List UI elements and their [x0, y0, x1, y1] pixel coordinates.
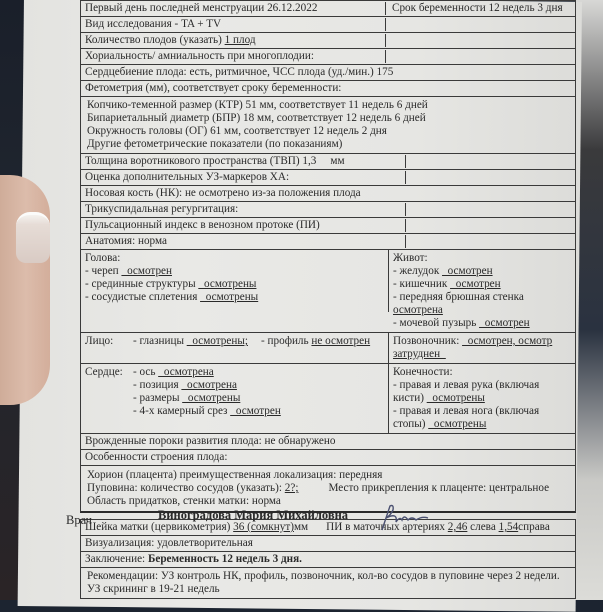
- fetus-count-value: 1 плод: [224, 34, 256, 46]
- nasal-bone-text: Носовая кость (НК): не осмотрено из-за положения плода: [85, 187, 361, 199]
- abdomen-item: - кишечник _осмотрен: [393, 278, 501, 290]
- conclusion-value: Беременность 12 недель 3 дня.: [147, 553, 302, 565]
- fingernail: [16, 212, 50, 263]
- hc-line: Окружность головы (ОГ) 61 мм, соответствует 12 недель 2 дня: [87, 125, 387, 137]
- heartbeat-label: Сердцебиение плода: есть, ритмичное, ЧСС плода (уд./мин.): [85, 66, 374, 78]
- right-label: справа: [518, 521, 550, 533]
- heartbeat-value: 175: [376, 66, 394, 78]
- cord-label: Пуповина: количество сосудов (указать):: [87, 482, 285, 494]
- heart-limbs-row: [80, 364, 576, 434]
- cervix-value: 36 (сомкнут): [233, 521, 294, 533]
- legs-label: стопы): [393, 418, 429, 430]
- orbits-label: - глазницы: [133, 335, 187, 347]
- cord-value: 2?;: [284, 482, 299, 494]
- malformations-row: [80, 434, 576, 450]
- tricuspid-row: [80, 202, 576, 218]
- fetus-count-label: Количество плодов (указать): [85, 34, 222, 46]
- uterine-pi-left: 2,46: [447, 521, 468, 533]
- malformations-text: Врожденные пороки развития плода: не обнаружено: [85, 435, 336, 447]
- nt-unit: мм: [330, 155, 345, 167]
- cord-insertion: Место прикрепления к плаценте: центральное: [328, 482, 550, 494]
- left-label: слева: [467, 521, 499, 533]
- abdomen-title: Живот:: [393, 252, 428, 264]
- visualization-row: [80, 536, 576, 552]
- arms-line: - правая и левая рука (включая: [393, 379, 540, 391]
- arms-value: _осмотрены: [426, 392, 485, 404]
- ductus-pi-row: [80, 218, 576, 234]
- arms-label: кисти): [393, 392, 427, 404]
- other-fetometry-line: Другие фетометрические показатели (по показаниям): [87, 138, 343, 150]
- nt-label: Толщина воротникового пространства (ТВП): [85, 155, 300, 167]
- cervix-label: Шейка матки (цервикометрия): [85, 521, 234, 533]
- heart-item: - позиция _осмотрена: [133, 379, 237, 391]
- features-row: [80, 450, 576, 466]
- signature-row: [66, 508, 566, 538]
- chorionicity-label: Хориальность/ амниальность при многоплодии:: [85, 50, 314, 62]
- markers-header: Оценка дополнительных УЗ-маркеров ХА:: [85, 171, 290, 183]
- hand-finger: [0, 175, 50, 405]
- face-spine-row: [80, 333, 576, 364]
- ga-value: 12 недель 3 дня: [488, 2, 563, 14]
- recommendations-row: [80, 568, 576, 599]
- chorion-text: Хорион (плацента) преимущественная локализация: передняя: [87, 469, 383, 481]
- orbits-value: _осмотрены;: [186, 335, 248, 347]
- exam-type-value: TA + TV: [181, 18, 222, 30]
- bpd-line: Бипариетальный диаметр (БПР) 18 мм, соответствует 12 недель 6 дней: [87, 112, 426, 124]
- profile-value: не осмотрен: [311, 335, 371, 347]
- anatomy-row: [80, 234, 576, 250]
- spine-value: _осмотрен, осмотр: [462, 335, 553, 347]
- visualization-text: Визуализация: удовлетворительная: [85, 537, 253, 549]
- ductus-pi-text: Пульсационный индекс в венозном протоке (ПИ): [85, 219, 320, 231]
- heart-item: - ось _осмотрена: [133, 366, 214, 378]
- nt-value: 1,3: [302, 155, 317, 167]
- heart-item: - 4-х камерный срез _осмотрен: [133, 405, 281, 417]
- legs-value: _осмотрены: [428, 418, 487, 430]
- signature-icon: [378, 502, 438, 532]
- chorionicity-row: [80, 49, 576, 65]
- spine-label: Позвоночник:: [393, 335, 463, 347]
- crl-line: Копчико-теменной размер (КТР) 51 мм, соответствует 11 недель 6 дней: [87, 99, 428, 111]
- uterine-pi-right: 1,54: [498, 521, 519, 533]
- conclusion-row: [80, 552, 576, 568]
- abdomen-item: - передняя брюшная стенка: [393, 291, 524, 303]
- nasal-bone-row: [80, 186, 576, 202]
- exam-type-label: Вид исследования -: [85, 18, 179, 30]
- doctor-name: Виноградова Мария Михайловна: [158, 508, 349, 522]
- doctor-label: Врач: [66, 513, 92, 527]
- abdomen-item: - мочевой пузырь _осмотрен: [393, 317, 530, 329]
- lmp-row: [80, 0, 576, 17]
- features-text: Особенности строения плода:: [85, 451, 228, 463]
- head-item: - срединные структуры _осмотрены: [85, 278, 257, 290]
- face-title: Лицо:: [85, 335, 114, 347]
- head-item: - череп _осмотрен: [85, 265, 172, 277]
- profile-label: - профиль: [261, 335, 312, 347]
- anatomy-text: Анатомия: норма: [85, 235, 167, 247]
- head-item: - сосудистые сплетения _осмотрены: [85, 291, 259, 303]
- heartbeat-row: [80, 65, 576, 81]
- heart-item: - размеры _осмотрены: [133, 392, 241, 404]
- exam-type-row: [80, 17, 576, 33]
- conclusion-label: Заключение:: [85, 553, 146, 565]
- abdomen-item: осмотрена: [393, 304, 443, 316]
- abdomen-item: - желудок _осмотрен: [393, 265, 493, 277]
- adnexa-text: Область придатков, стенки матки: норма: [87, 495, 281, 507]
- markers-row: [80, 170, 576, 186]
- heart-title: Сердце:: [85, 366, 123, 378]
- lmp-value: 26.12.2022: [267, 2, 318, 14]
- cervix-unit: мм: [293, 521, 309, 533]
- fetometry-header: Фетометрия (мм), соответствует сроку беременности:: [85, 82, 342, 94]
- fetometry-block: [80, 97, 576, 154]
- recommendations-text: Рекомендации: УЗ контроль НК, профиль, позвоночник, кол-во сосудов в пуповине через 2 недели. УЗ скрининг в 19-21 недель: [87, 570, 560, 595]
- uterine-pi-label: ПИ в маточных артериях: [326, 521, 448, 533]
- ga-label: Срок беременности: [392, 2, 486, 14]
- legs-line: - правая и левая нога (включая: [393, 405, 540, 417]
- fetus-count-row: [80, 33, 576, 49]
- lmp-label: Первый день последней менструации: [85, 2, 265, 14]
- fetometry-header-row: [80, 81, 576, 97]
- nt-row: [80, 154, 576, 170]
- limbs-title: Конечности:: [393, 366, 453, 378]
- head-abdomen-row: [80, 250, 576, 333]
- placenta-block: [80, 466, 576, 513]
- head-title: Голова:: [85, 252, 121, 264]
- spine-value-2: затруднен_: [393, 348, 446, 360]
- tricuspid-text: Трикуспидальная регургитация:: [85, 203, 239, 215]
